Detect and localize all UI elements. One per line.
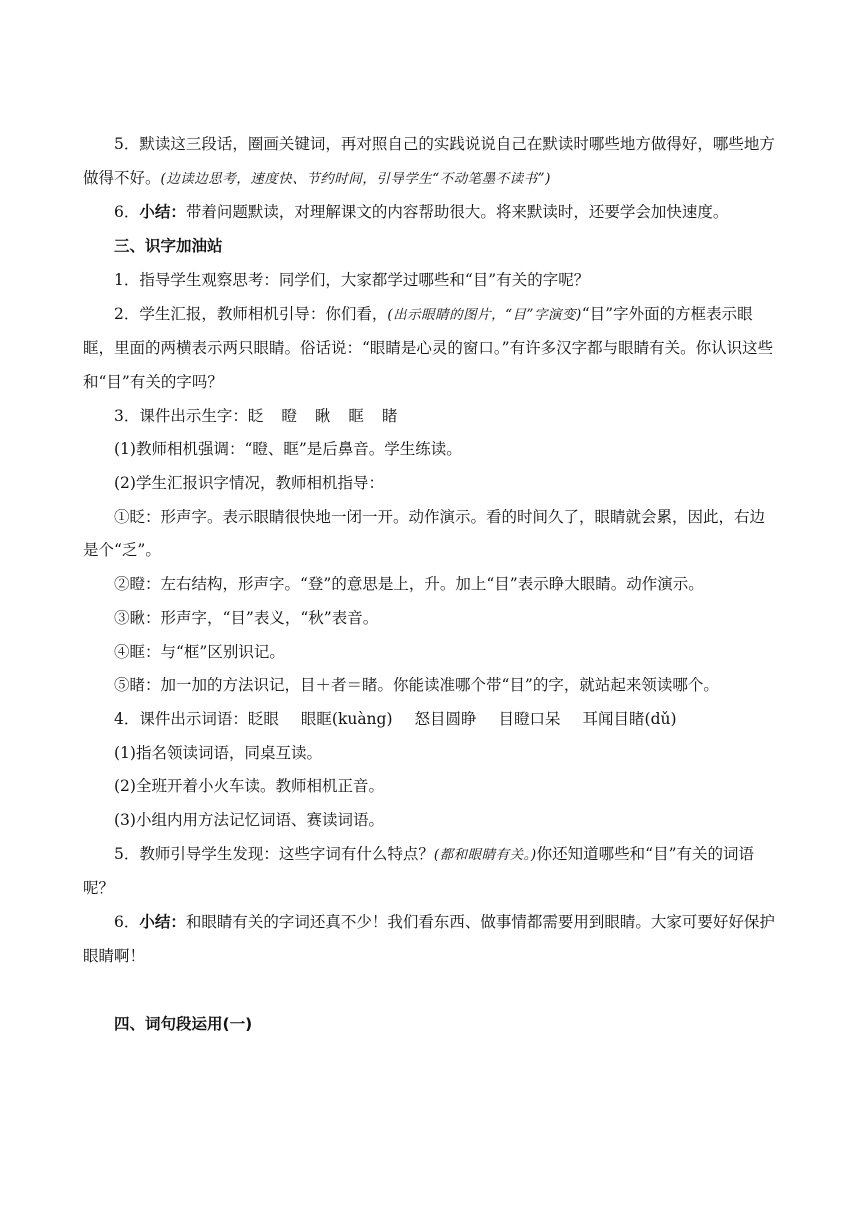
paragraph-summary-reading [83, 196, 777, 230]
paragraph-step2-report [83, 298, 777, 400]
paragraph-step4-words [83, 703, 777, 737]
document-page [83, 128, 777, 1041]
section-heading-word-sentence: 四、词句段运用(一) [114, 1014, 253, 1033]
paragraph-sub1-lead-reading: (1)指名领读词语，同桌互读。 [114, 743, 322, 762]
summary2-number: 6． [114, 913, 140, 932]
step3-label: 3．课件出示生字： [114, 406, 248, 425]
step5-teaching-note: (边读边思考，速度快、节约时间，引导学生“不动笔墨不读书”) [160, 170, 551, 187]
character-item: 瞪 [281, 406, 297, 425]
character-item: 睹 [381, 406, 398, 425]
step2-teaching-note: (出示眼睛的图片，“目”字演变) [387, 306, 582, 323]
section-spacer [83, 974, 777, 1008]
paragraph-char-chou: ③瞅：形声字，“目”表义，“秋”表音。 [114, 608, 379, 627]
paragraph-char-du: ⑤睹：加一加的方法识记，目＋者＝睹。你能读准哪个带“目”的字，就站起来领读哪个。 [114, 676, 719, 695]
word-item: 耳闻目睹(dǔ) [582, 709, 677, 728]
step5b-teaching-note: (都和眼睛有关。) [433, 846, 537, 863]
summary-number: 6． [114, 203, 140, 222]
paragraph-step5-reading [83, 128, 777, 196]
character-item: 瞅 [314, 406, 331, 425]
step5-text: 5．默读这三段话，圈画关键词，再对照自己的实践说说自己在默读时哪些地方做得好，哪些地方做得不好。 [83, 135, 775, 187]
paragraph-sub1-emphasis: (1)教师相机强调：“瞪、眶”是后鼻音。学生练读。 [114, 440, 462, 459]
step2-text: “目”字外面的方框表示眼眶，里面的两横表示两只眼睛。俗话说：“眼睛是心灵的窗口。”有许多汉字都与眼睛有关。你认识这些和“目”有关的字吗？ [83, 304, 774, 391]
step4-label: 4．课件出示词语： [114, 709, 248, 728]
step2-prefix: 2．学生汇报，教师相机引导：你们看， [114, 304, 388, 323]
paragraph-sub2-guidance: (2)学生汇报识字情况，教师相机指导： [114, 474, 384, 493]
word-item: 眨眼 [247, 709, 279, 728]
summary2-text: 和眼睛有关的字词还真不少！我们看东西、做事情都需要用到眼睛。大家可要好好保护眼睛啊！ [83, 913, 775, 965]
paragraph-char-deng: ②瞪：左右结构，形声字。“登”的意思是上，升。加上“目”表示睁大眼睛。动作演示。 [114, 575, 704, 594]
paragraph-sub2-train-reading: (2)全班开着小火车读。教师相机正音。 [114, 777, 384, 796]
paragraph-char-kuang: ④眶：与“框”区别识记。 [114, 642, 285, 661]
paragraph-step3-characters [83, 400, 777, 434]
step5b-text: 你还知道哪些和“目”有关的词语呢？ [83, 844, 755, 898]
character-item: 眨 [247, 406, 264, 425]
paragraph-step5-discover [83, 838, 777, 906]
summary2-label: 小结： [139, 913, 186, 932]
word-item: 怒目圆睁 [414, 709, 477, 728]
word-item: 眼眶(kuàng) [300, 709, 393, 728]
paragraph-summary-eyes [83, 906, 777, 973]
section-heading-literacy: 三、识字加油站 [114, 237, 223, 256]
step5b-prefix: 5．教师引导学生发现：这些字词有什么特点？ [114, 844, 434, 863]
summary-label: 小结： [139, 203, 186, 222]
paragraph-step1-observe: 1．指导学生观察思考：同学们，大家都学过哪些和“目”有关的字呢？ [114, 270, 590, 289]
word-item: 目瞪口呆 [498, 709, 561, 728]
summary-text: 带着问题默读，对理解课文的内容帮助很大。将来默读时，还要学会加快速度。 [185, 203, 729, 222]
paragraph-sub3-group-memory: (3)小组内用方法记忆词语、赛读词语。 [114, 811, 384, 830]
character-item: 眶 [348, 406, 364, 425]
paragraph-char-zha: ①眨：形声字。表示眼睛很快地一闭一开。动作演示。看的时间久了，眼睛就会累，因此，右边是个“乏”。 [83, 507, 766, 560]
